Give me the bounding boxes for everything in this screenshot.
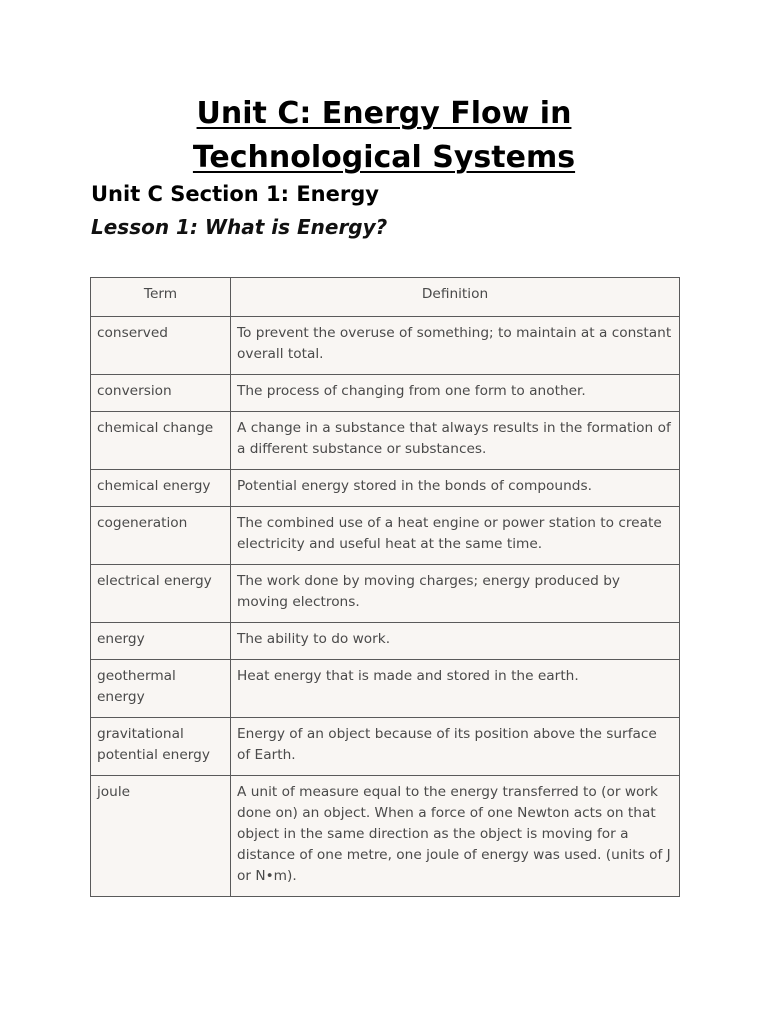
lesson-heading: Lesson 1: What is Energy? [91, 215, 388, 239]
definition-cell: A unit of measure equal to the energy transferred to (or work done on) an object. When a force of one Newton acts on that object in the same direction as the object is moving for a distance of one metre, one joule of energy was used. (units of J or N•m). [231, 776, 680, 897]
definition-cell: Potential energy stored in the bonds of compounds. [231, 470, 680, 507]
table-row [91, 412, 680, 470]
term-cell: conserved [91, 317, 231, 375]
table-row [91, 317, 680, 375]
term-cell: energy [91, 623, 231, 660]
table-row [91, 718, 680, 776]
table-row [91, 660, 680, 718]
definition-cell: To prevent the overuse of something; to maintain at a constant overall total. [231, 317, 680, 375]
definition-cell: The combined use of a heat engine or power station to create electricity and useful heat at the same time. [231, 507, 680, 565]
definition-cell: The work done by moving charges; energy produced by moving electrons. [231, 565, 680, 623]
term-column-header: Term [91, 278, 231, 317]
page-title [0, 92, 768, 180]
definition-cell: Heat energy that is made and stored in the earth. [231, 660, 680, 718]
term-cell: chemical change [91, 412, 231, 470]
table-header-row [91, 278, 680, 317]
definition-column-header: Definition [231, 278, 680, 317]
title-line-2: Technological Systems [192, 140, 576, 175]
term-cell: electrical energy [91, 565, 231, 623]
term-cell: geothermal energy [91, 660, 231, 718]
table-row [91, 507, 680, 565]
term-cell: gravitational potential energy [91, 718, 231, 776]
table-row [91, 776, 680, 897]
title-line-1: Unit C: Energy Flow in [196, 96, 572, 131]
term-cell: conversion [91, 375, 231, 412]
definition-cell: A change in a substance that always results in the formation of a different substance or substances. [231, 412, 680, 470]
term-cell: joule [91, 776, 231, 897]
table-row [91, 623, 680, 660]
table-row [91, 470, 680, 507]
section-heading: Unit C Section 1: Energy [91, 182, 379, 206]
term-cell: chemical energy [91, 470, 231, 507]
definition-cell: Energy of an object because of its position above the surface of Earth. [231, 718, 680, 776]
table-row [91, 375, 680, 412]
glossary-table [90, 277, 680, 897]
term-cell: cogeneration [91, 507, 231, 565]
definition-cell: The process of changing from one form to another. [231, 375, 680, 412]
definition-cell: The ability to do work. [231, 623, 680, 660]
table-row [91, 565, 680, 623]
